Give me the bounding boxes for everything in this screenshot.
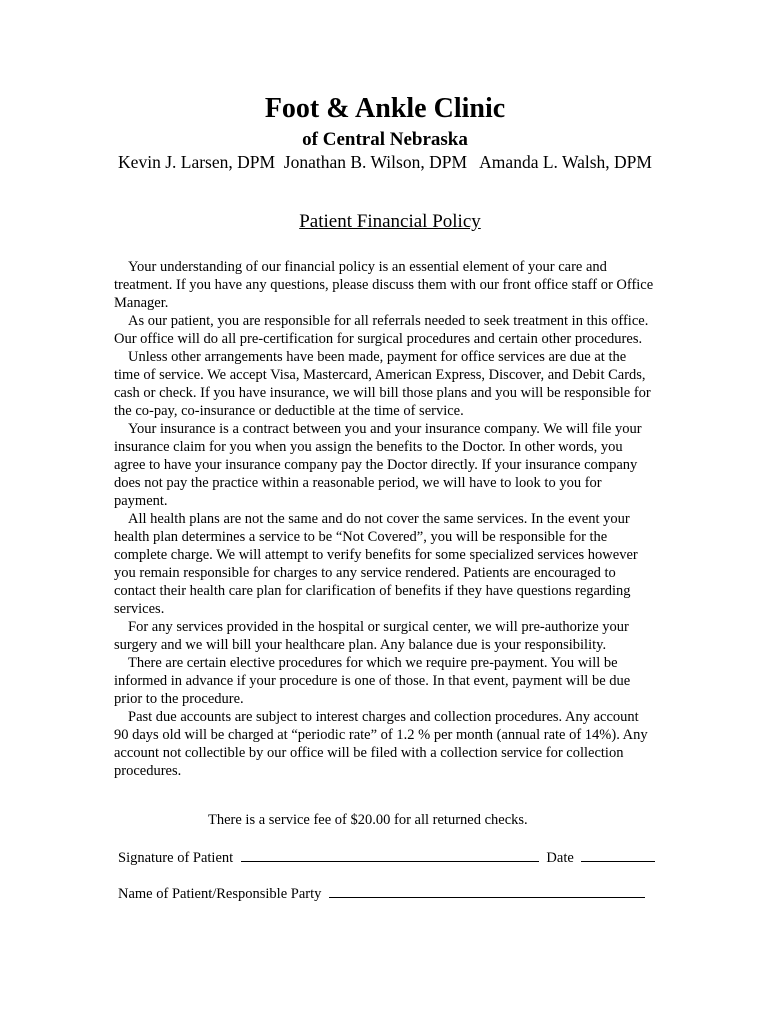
- signature-label: Signature of Patient: [118, 850, 234, 866]
- policy-body: [114, 258, 654, 780]
- doctors-list: Kevin J. Larsen, DPM Jonathan B. Wilson, DPM Amanda L. Walsh, DPM: [118, 152, 652, 172]
- signature-row: [118, 847, 655, 867]
- policy-paragraph: Past due accounts are subject to interest charges and collection procedures. Any account 90 days old will be charged at “periodic rate” of 1.2 % per month (annual rate of 14%). Any account not collectible by our office will be filed with a collection service for collection procedures.: [114, 709, 648, 779]
- clinic-name: Foot & Ankle Clinic: [264, 93, 506, 124]
- responsible-party-row: [118, 883, 645, 903]
- policy-paragraph: Unless other arrangements have been made, payment for office services are due at the time of service. We accept Visa, Mastercard, American Express, Discover, and Debit Cards, cash or check. If you have insurance, we will bill those plans and you will be responsible for the co-pay, co-insurance or deductible at the time of service.: [114, 349, 651, 419]
- signature-field[interactable]: [241, 847, 539, 862]
- policy-paragraph: There are certain elective procedures for which we require pre-payment. You will be informed in advance if your procedure is one of those. In that event, payment will be due prior to the procedure.: [114, 655, 631, 707]
- clinic-location: of Central Nebraska: [302, 129, 468, 150]
- responsible-party-label: Name of Patient/Responsible Party: [118, 886, 322, 902]
- date-label: Date: [546, 850, 574, 866]
- policy-paragraph: For any services provided in the hospital or surgical center, we will pre-authorize your surgery and we will bill your healthcare plan. Any balance due is your responsibility.: [114, 619, 629, 653]
- date-field[interactable]: [581, 847, 655, 862]
- responsible-party-field[interactable]: [329, 883, 645, 898]
- policy-paragraph: As our patient, you are responsible for all referrals needed to seek treatment in this office. Our office will do all pre-certification for surgical procedures and certain other procedures.: [114, 313, 649, 347]
- policy-paragraph: Your understanding of our financial policy is an essential element of your care and treatment. If you have any questions, please discuss them with our front office staff or Office Manager.: [114, 259, 654, 311]
- returned-check-fee-notice: There is a service fee of $20.00 for all returned checks.: [208, 812, 528, 828]
- policy-title: Patient Financial Policy: [299, 211, 481, 232]
- policy-paragraph: All health plans are not the same and do not cover the same services. In the event your health plan determines a service to be “Not Covered”, you will be responsible for the complete charge. We will attempt to verify benefits for some specialized services however you remain responsible for charges to any service rendered. Patients are encouraged to contact their health care plan for clarification of benefits if they have questions regarding services.: [114, 511, 638, 617]
- policy-paragraph: Your insurance is a contract between you and your insurance company. We will file your insurance claim for you when you assign the benefits to the Doctor. In other words, you agree to have your insurance company pay the Doctor directly. If your insurance company does not pay the practice within a reasonable period, we will have to look to you for payment.: [114, 421, 642, 509]
